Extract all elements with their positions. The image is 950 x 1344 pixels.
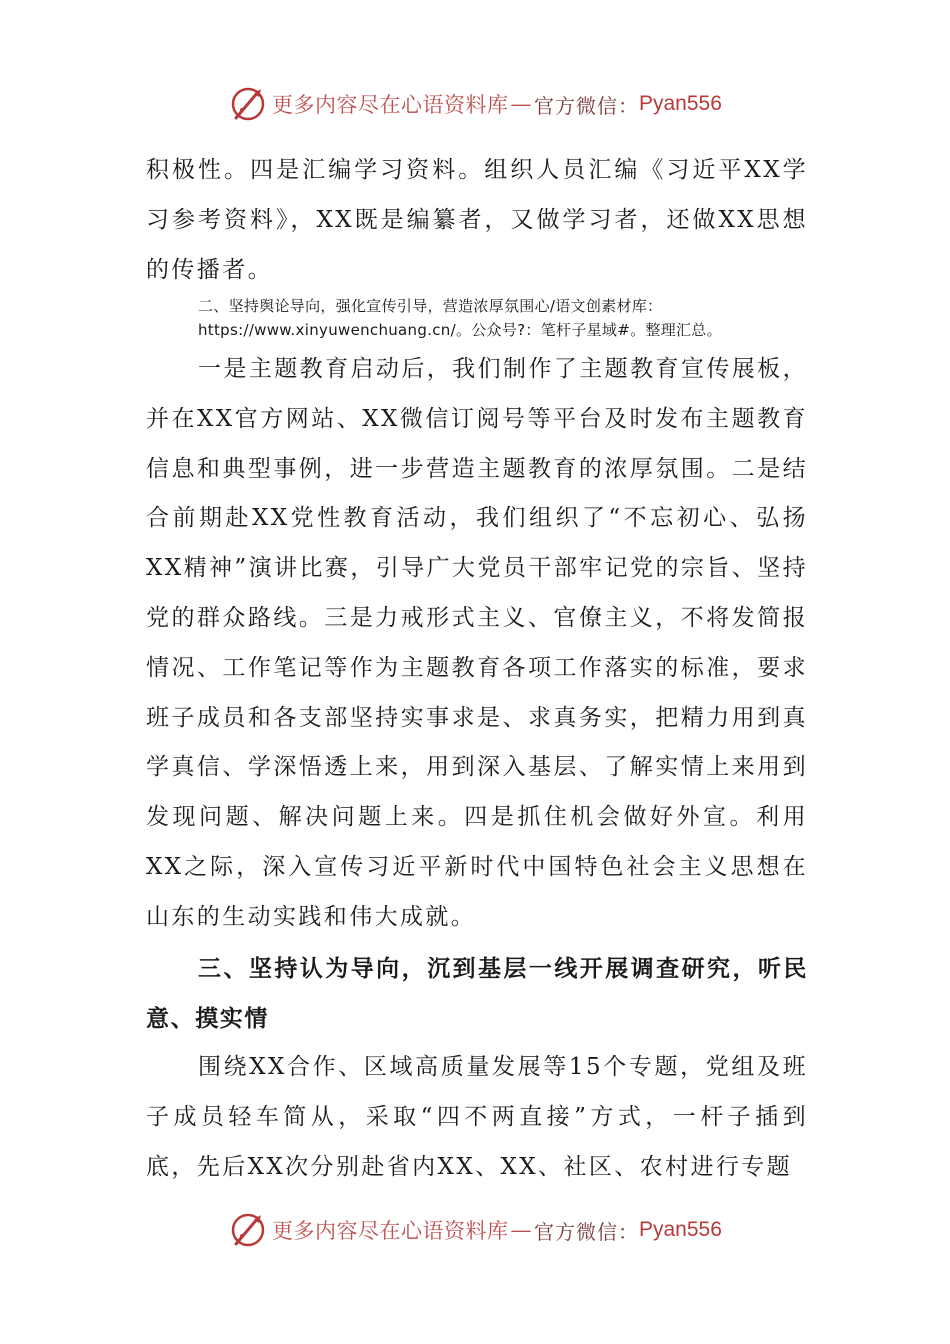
source-note: [146, 294, 808, 342]
section-heading: 三、坚持认为导向，沉到基层一线开展调查研究，听民意、摸实情: [146, 956, 808, 1032]
source-note-text: 二、坚持舆论导向，强化宣传引导，营造浓厚氛围心/语文创素材库：https://www.xinyuwenchuang.cn/。公众号?：笔杆子星域#。整理汇总。: [198, 297, 722, 339]
pen-logo-icon: [228, 1210, 268, 1250]
watermark-header: [228, 82, 748, 126]
paragraph-2: 一是主题教育启动后，我们制作了主题教育宣传展板，并在XX官方网站、XX微信订阅号等平台及时发布主题教育信息和典型事例，进一步营造主题教育的浓厚氛围。二是结合前期赴XX党性教育活动，我们组织了“不忘初心、弘扬XX精神”演讲比赛，引导广大党员干部牢记党的宗旨、坚持党的群众路线。三是力戒形式主义、官僚主义，不将发简报情况、工作笔记等作为主题教育各项工作落实的标准，要求班子成员和各支部坚持实事求是、求真务实，把精力用到真学真信、学深悟透上来，用到深入基层、了解实情上来用到发现问题、解决问题上来。四是抓住机会做好外宣。利用XX之际，深入宣传习近平新时代中国特色社会主义思想在山东的生动实践和伟大成就。: [146, 356, 808, 930]
watermark-separator: —: [510, 92, 532, 116]
paragraph-1: 积极性。四是汇编学习资料。组织人员汇编《习近平XX学习参考资料》，XX既是编纂者，又做学习者，还做XX思想的传播者。: [146, 157, 808, 283]
watermark-text: 更多内容尽在心语资料库: [272, 1219, 509, 1243]
watermark-contact-label: 官方微信：: [534, 93, 639, 118]
watermark-separator: —: [510, 1218, 532, 1242]
pen-logo-icon: [228, 84, 268, 124]
watermark-text: 更多内容尽在心语资料库: [272, 93, 509, 117]
watermark-footer: [228, 1208, 748, 1252]
watermark-handle: Pyan556: [639, 92, 722, 115]
watermark-contact-label: 官方微信：: [534, 1219, 639, 1244]
paragraph-3: 围绕XX合作、区域高质量发展等15个专题，党组及班子成员轻车简从，采取“四不两直接”方式，一杆子插到底，先后XX次分别赴省内XX、XX、社区、农村进行专题: [146, 1054, 808, 1180]
watermark-handle: Pyan556: [639, 1218, 722, 1241]
